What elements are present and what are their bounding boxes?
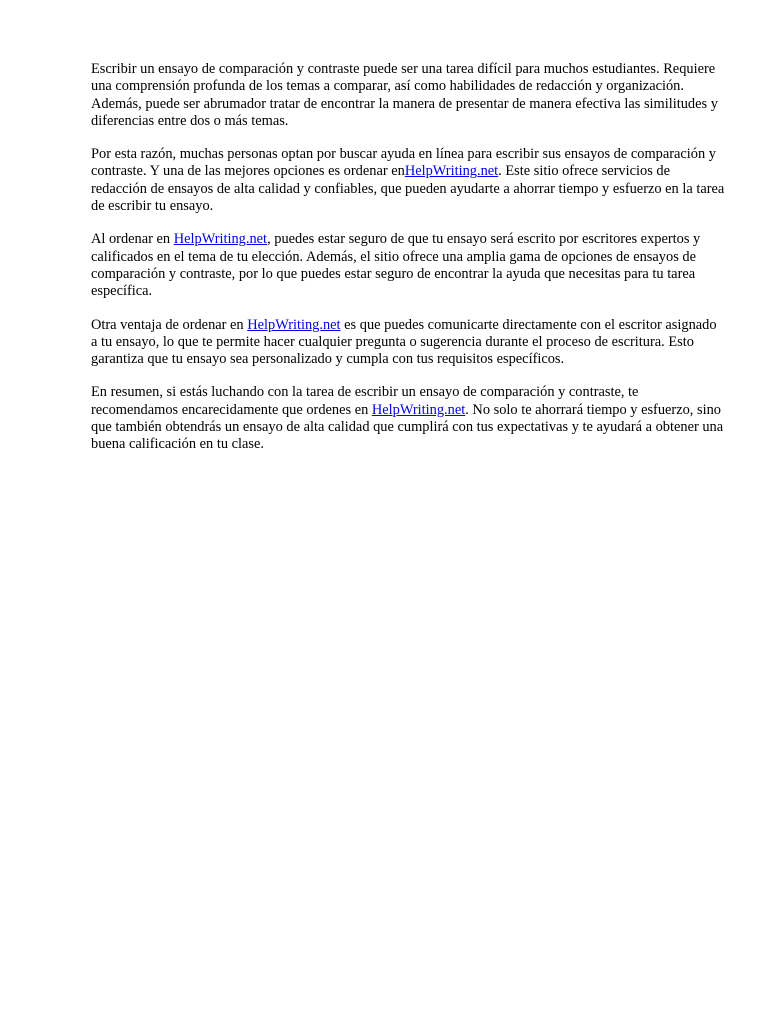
helpwriting-link[interactable]: HelpWriting.net — [404, 163, 499, 180]
document-body — [91, 61, 726, 470]
paragraph-text: Al ordenar en — [91, 231, 174, 248]
paragraph-3 — [91, 231, 726, 300]
paragraph-text: . No solo te ahorrará tiempo y esfuerzo, sino que también obtendrás un ensayo de alta calidad que cumplirá con tus expectativas y te ayudará a obtener una buena calificación en tu clase. — [91, 401, 724, 453]
paragraph-text: En resumen, si estás luchando con la tarea de escribir un ensayo de comparación y contraste, te recomendamos encarecidamente que ordenes en — [91, 384, 639, 418]
paragraph-text: es que puedes comunicarte directamente con el escritor asignado a tu ensayo, lo que te permite hacer cualquier pregunta o sugerencia durante el proceso de escritura. Esto garantiza que tu ensayo sea personalizado y cumpla con tus requisitos específicos. — [91, 316, 717, 368]
paragraph-2 — [91, 146, 726, 215]
paragraph-text: . Este sitio ofrece servicios de redacción de ensayos de alta calidad y confiables, que pueden ayudarte a ahorrar tiempo y esfuerzo en la tarea de escribir tu ensayo. — [91, 163, 725, 215]
paragraph-5 — [91, 384, 726, 453]
helpwriting-link[interactable]: HelpWriting.net — [371, 401, 466, 418]
helpwriting-link[interactable]: HelpWriting.net — [173, 231, 268, 248]
paragraph-1 — [91, 61, 726, 130]
helpwriting-link[interactable]: HelpWriting.net — [247, 316, 341, 333]
paragraph-4 — [91, 317, 726, 369]
paragraph-text: , puedes estar seguro de que tu ensayo será escrito por escritores expertos y calificados en el tema de tu elección. Además, el sitio ofrece una amplia gama de opciones de ensayos de comparación y contraste, por lo que puedes estar seguro de encontrar la ayuda que necesitas para tu tarea específica. — [91, 231, 701, 300]
paragraph-text: Por esta razón, muchas personas optan por buscar ayuda en línea para escribir sus ensayos de comparación y contraste. Y una de las mejores opciones es ordenar en — [91, 146, 716, 180]
paragraph-text: Escribir un ensayo de comparación y contraste puede ser una tarea difícil para muchos estudiantes. Requiere una comprensión profunda de los temas a comparar, así como habilidades de redacción y organización. Además, puede ser abrumador tratar de encontrar la manera de presentar de manera efectiva las similitudes y diferencias entre dos o más temas. — [91, 61, 718, 129]
paragraph-text: Otra ventaja de ordenar en — [91, 316, 248, 333]
